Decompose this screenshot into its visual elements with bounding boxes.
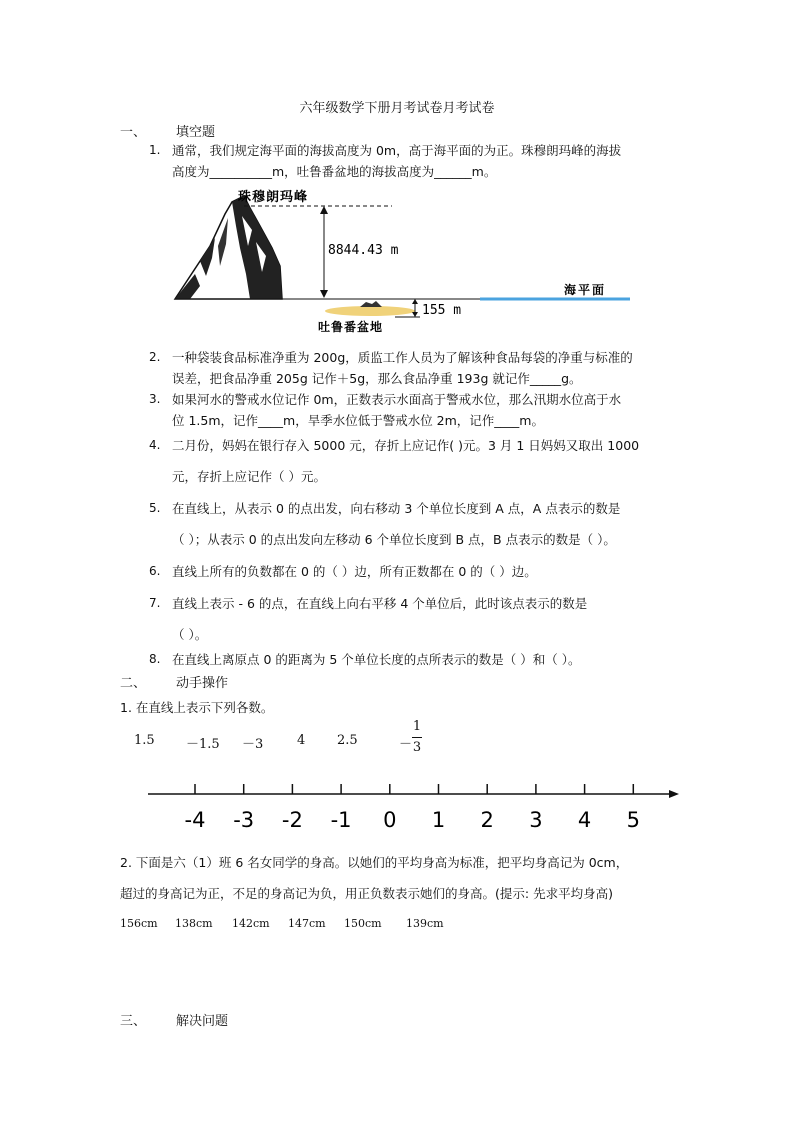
q7-number: 7. (149, 596, 161, 610)
number-line[interactable] (145, 778, 685, 838)
page-title: 六年级数学下册月考试卷月考试卷 (299, 101, 495, 116)
op-q2-line1: 2. 下面是六（1）班 6 名女同学的身高。以她们的平均身高为标准，把平均身高记为 0cm， (120, 855, 629, 870)
q2-number: 2. (149, 350, 161, 364)
height-1: 156cm (120, 917, 158, 930)
height-3: 142cm (232, 917, 270, 930)
q7-line2: （ ）。 (172, 627, 208, 642)
q2-line2: 误差，把食品净重 205g 记作＋5g，那么食品净重 193g 就记作_____g。 (172, 371, 582, 386)
q5-number: 5. (149, 501, 161, 515)
fraction-numerator: 1 (412, 719, 422, 734)
q1-line1: 通常，我们规定海平面的海拔高度为 0m，高于海平面的为正。珠穆朗玛峰的海拔 (172, 143, 622, 158)
q3-number: 3. (149, 392, 161, 406)
q4-number: 4. (149, 438, 161, 452)
q3-line2: 位 1.5m，记作____m，旱季水位低于警戒水位 2m，记作____m。 (172, 413, 544, 428)
peak-label: 珠穆朗玛峰 (238, 190, 309, 205)
altitude-figure (170, 186, 640, 336)
section-3-index: 三、 (120, 1014, 147, 1029)
op-number-2: －1.5 (186, 737, 220, 752)
q4-line2: 元，存折上应记作（ ）元。 (172, 469, 326, 484)
q5-line2: （ ）；从表示 0 的点出发向左移动 6 个单位长度到 B 点，B 点表示的数是（ ）。 (172, 532, 616, 547)
number-line-label: 4 (577, 808, 592, 832)
sea-label: 海平面 (564, 283, 607, 297)
number-line-label: 1 (431, 808, 446, 832)
section-2-title: 动手操作 (176, 676, 229, 691)
q2-line1: 一种袋装食品标准净重为 200g，质监工作人员为了解该种食品每袋的净重与标准的 (172, 350, 633, 365)
height-6: 139cm (406, 917, 444, 930)
number-line-label: -2 (281, 808, 303, 832)
section-2-index: 二、 (120, 676, 147, 691)
basin-label: 吐鲁番盆地 (318, 320, 384, 334)
mountain-illustration (175, 196, 282, 299)
q1-line2: 高度为__________m，吐鲁番盆地的海拔高度为______m。 (172, 164, 497, 179)
number-line-label: 0 (383, 808, 397, 832)
op-number-6-sign: － (399, 737, 413, 752)
op-q2-line2: 超过的身高记为正，不足的身高记为负，用正负数表示她们的身高。(提示: 先求平均身高) (120, 886, 613, 901)
number-line-label: 2 (480, 808, 494, 832)
q8-line1: 在直线上离原点 0 的距离为 5 个单位长度的点所表示的数是（ ）和（ ）。 (172, 652, 581, 667)
q6-line1: 直线上所有的负数都在 0 的（ ）边，所有正数都在 0 的（ ）边。 (172, 564, 537, 579)
depth-label: 155 m (422, 303, 462, 318)
height-2: 138cm (175, 917, 213, 930)
number-line-label: 5 (626, 808, 640, 832)
q4-line1: 二月份，妈妈在银行存入 5000 元，存折上应记作( )元。3 月 1 日妈妈又取出 1000 (172, 438, 640, 453)
q8-number: 8. (149, 652, 161, 666)
section-1-index: 一、 (120, 125, 147, 140)
op-q1-text: 1. 在直线上表示下列各数。 (120, 700, 274, 715)
op-fraction (412, 718, 422, 757)
number-line-label: -1 (330, 808, 352, 832)
number-line-label: 3 (529, 808, 543, 832)
section-1-title: 填空题 (176, 125, 216, 140)
q1-number: 1. (149, 143, 161, 157)
q6-number: 6. (149, 564, 161, 578)
q3-line1: 如果河水的警戒水位记作 0m，正数表示水面高于警戒水位，那么汛期水位高于水 (172, 392, 622, 407)
height-label: 8844.43 m (328, 243, 399, 258)
op-number-3: －3 (242, 737, 264, 752)
section-3-title: 解决问题 (176, 1014, 229, 1029)
number-line-label: -4 (184, 808, 206, 832)
q5-line1: 在直线上，从表示 0 的点出发，向右移动 3 个单位长度到 A 点，A 点表示的数是 (172, 501, 621, 516)
height-5: 150cm (344, 917, 382, 930)
op-number-1: 1.5 (134, 733, 155, 748)
q7-line1: 直线上表示 - 6 的点，在直线上向右平移 4 个单位后，此时该点表示的数是 (172, 596, 588, 611)
fraction-denominator: 3 (412, 740, 422, 755)
number-line-label: -3 (233, 808, 255, 832)
op-number-5: 2.5 (337, 733, 358, 748)
op-number-4: 4 (297, 733, 306, 748)
height-4: 147cm (288, 917, 326, 930)
